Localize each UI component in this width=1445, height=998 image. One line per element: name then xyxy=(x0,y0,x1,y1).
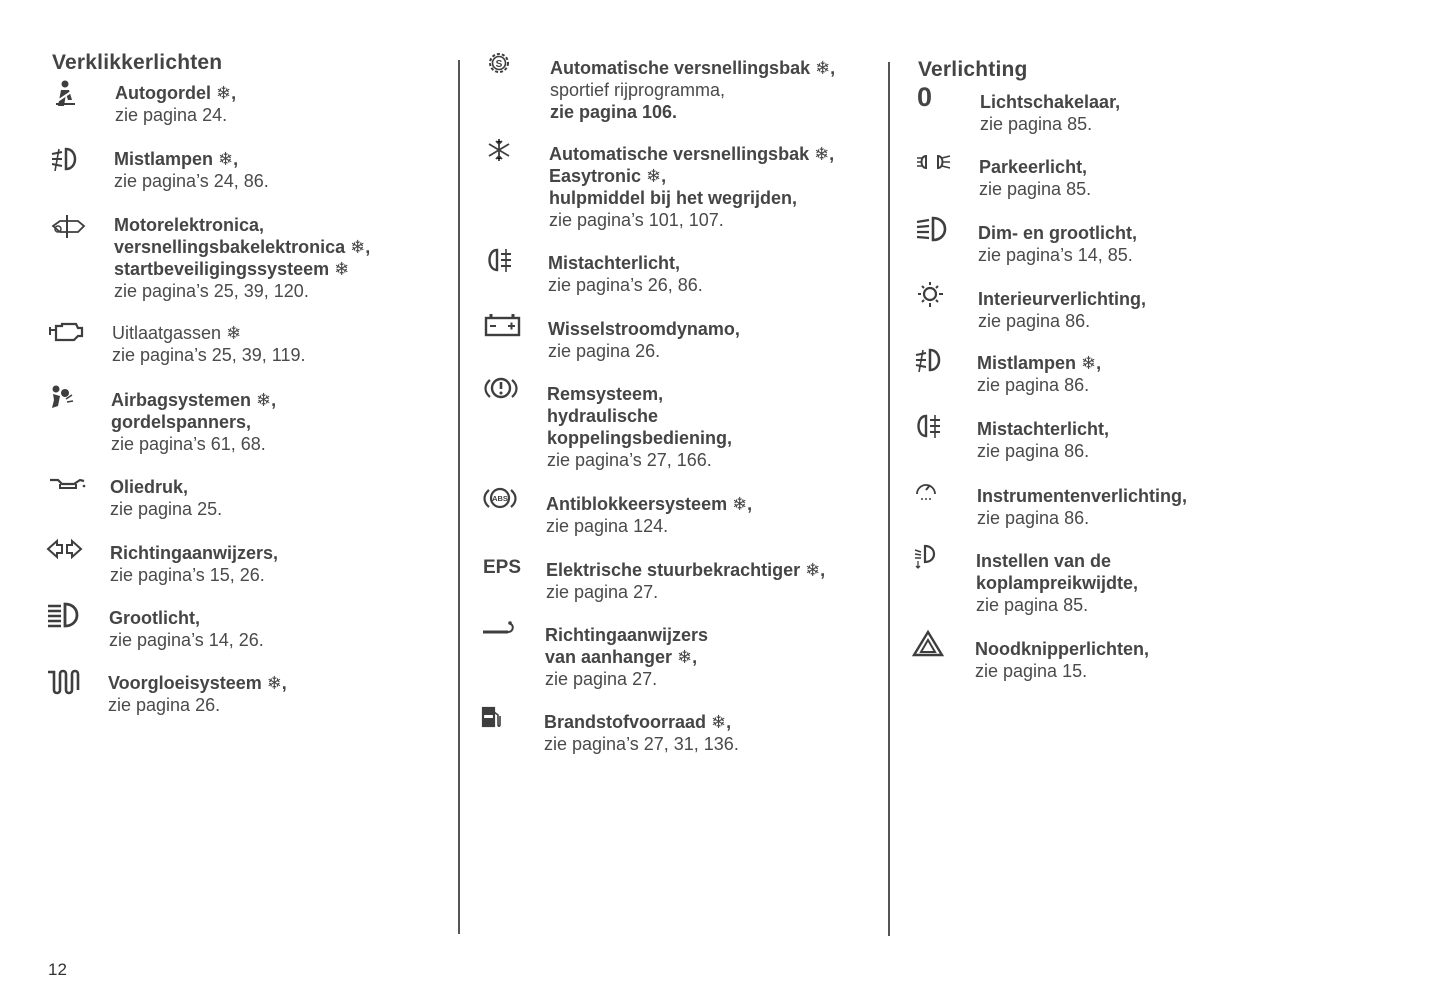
entry-line: Automatische versnellingsbak ❄, xyxy=(550,58,836,78)
entry-line: Noodknipperlichten, xyxy=(975,639,1150,659)
entry-line: zie pagina 25. xyxy=(110,499,223,519)
entry-line: zie pagina’s 14, 26. xyxy=(109,630,264,650)
snowflake-icon xyxy=(486,138,526,168)
fog-lamp-icon xyxy=(50,145,90,175)
entry-line: zie pagina’s 26, 86. xyxy=(548,275,703,295)
entry-line: Parkeerlicht, xyxy=(979,157,1088,177)
entry-line: Grootlicht, xyxy=(109,608,200,628)
parking-light-icon xyxy=(916,150,956,180)
entry-line: hydraulische xyxy=(547,406,659,426)
entry-line: zie pagina 26. xyxy=(548,341,661,361)
entry-line: zie pagina 15. xyxy=(975,661,1088,681)
brake-warning-icon xyxy=(484,376,524,406)
entry-line: zie pagina’s 61, 68. xyxy=(111,434,266,454)
entry-line: koppelingsbediening, xyxy=(547,428,733,448)
entry-line: zie pagina 26. xyxy=(108,695,221,715)
fuel-icon xyxy=(481,704,521,734)
entry-line: Instellen van de xyxy=(976,551,1112,571)
svg-text:S: S xyxy=(495,59,503,70)
entry-line: versnellingsbakelektronica ❄, xyxy=(114,237,371,257)
column-divider xyxy=(458,60,460,934)
entry-line: zie pagina’s 25, 39, 120. xyxy=(114,281,309,301)
entry-line: zie pagina’s 15, 26. xyxy=(110,565,265,585)
entry-line: Wisselstroomdynamo, xyxy=(548,319,740,339)
entry-line: Instrumentenverlichting, xyxy=(977,486,1188,506)
column-divider xyxy=(888,62,890,936)
entry-line: zie pagina’s 24, 86. xyxy=(114,171,269,191)
entry-line: Mistlampen ❄, xyxy=(114,149,239,169)
entry-line: zie pagina’s 25, 39, 119. xyxy=(112,345,306,365)
entry-line: zie pagina’s 27, 166. xyxy=(547,450,712,470)
engine-exhaust-icon xyxy=(48,318,88,348)
page-number: 12 xyxy=(48,960,67,979)
low-high-beam-icon xyxy=(916,215,956,245)
headlight-range-icon xyxy=(913,542,953,572)
entry-line: Interieurverlichting, xyxy=(978,289,1147,309)
entry-line: Autogordel ❄, xyxy=(115,83,237,103)
entry-line: zie pagina 86. xyxy=(977,508,1090,528)
engine-electronics-icon xyxy=(50,212,90,242)
entry-line: zie pagina 24. xyxy=(115,105,228,125)
eps-icon: EPS xyxy=(483,557,522,578)
glow-plug-icon xyxy=(46,666,86,696)
entry-line: Mistachterlicht, xyxy=(977,419,1110,439)
entry-line: Richtingaanwijzers, xyxy=(110,543,279,563)
entry-line: Mistlampen ❄, xyxy=(977,353,1102,373)
turn-signal-icon xyxy=(47,536,87,566)
oil-pressure-icon xyxy=(48,472,88,502)
entry-line: zie pagina 86. xyxy=(977,441,1090,461)
entry-line: zie pagina 86. xyxy=(978,311,1091,331)
entry-line: startbeveiligingssysteem ❄ xyxy=(114,259,350,279)
interior-light-icon xyxy=(914,281,954,311)
entry-line: Richtingaanwijzers xyxy=(545,625,709,645)
entry-line: zie pagina 85. xyxy=(976,595,1089,615)
battery-icon xyxy=(485,312,525,342)
instrument-light-icon xyxy=(913,478,953,508)
entry-line: koplampreikwijdte, xyxy=(976,573,1139,593)
seatbelt-icon xyxy=(48,80,88,110)
entry-line: sportief rijprogramma, xyxy=(550,80,726,100)
entry-line: zie pagina’s 101, 107. xyxy=(549,210,724,230)
airbag-icon xyxy=(48,384,88,414)
entry-line: zie pagina’s 14, 85. xyxy=(978,245,1133,265)
rear-fog-icon xyxy=(914,412,954,442)
entry-line: zie pagina 124. xyxy=(546,516,669,536)
entry-line: zie pagina 27. xyxy=(545,669,658,689)
gear-s-icon xyxy=(486,52,526,82)
high-beam-icon xyxy=(47,601,87,631)
entry-line: zie pagina 106. xyxy=(550,102,678,122)
entry-line: hulpmiddel bij het wegrijden, xyxy=(549,188,798,208)
entry-line: zie pagina 85. xyxy=(980,114,1093,134)
entry-line: Brandstofvoorraad ❄, xyxy=(544,712,732,732)
entry-line: van aanhanger ❄, xyxy=(545,647,698,667)
entry-line: Elektrische stuurbekrachtiger ❄, xyxy=(546,560,826,580)
light-switch-icon: 0 xyxy=(917,82,933,112)
hazard-icon xyxy=(912,630,952,660)
entry-line: Easytronic ❄, xyxy=(549,166,667,186)
entry-line: Oliedruk, xyxy=(110,477,189,497)
trailer-icon xyxy=(482,618,522,648)
entry-line: Dim- en grootlicht, xyxy=(978,223,1137,243)
entry-line: Automatische versnellingsbak ❄, xyxy=(549,144,835,164)
svg-text:ABS: ABS xyxy=(492,494,508,503)
entry-line: Mistachterlicht, xyxy=(548,253,681,273)
entry-line: Remsysteem, xyxy=(547,384,664,404)
entry-line: gordelspanners, xyxy=(111,412,252,432)
entry-line: Motorelektronica, xyxy=(114,215,265,235)
entry-line: zie pagina’s 27, 31, 136. xyxy=(544,734,739,754)
abs-icon xyxy=(483,486,523,516)
column-3-heading: Verlichting xyxy=(918,58,1028,81)
entry-line: Airbagsystemen ❄, xyxy=(111,390,277,410)
entry-line: Voorgloeisysteem ❄, xyxy=(108,673,287,693)
entry-line: zie pagina 27. xyxy=(546,582,659,602)
rear-fog-icon xyxy=(485,246,525,276)
entry-line: Antiblokkeersysteem ❄, xyxy=(546,494,753,514)
entry-line: zie pagina 85. xyxy=(979,179,1092,199)
column-1-heading: Verklikkerlichten xyxy=(52,51,223,74)
fog-lamp-icon xyxy=(914,346,954,376)
entry-line: Uitlaatgassen ❄ xyxy=(112,323,242,343)
entry-line: Lichtschakelaar, xyxy=(980,92,1121,112)
entry-line: zie pagina 86. xyxy=(977,375,1090,395)
